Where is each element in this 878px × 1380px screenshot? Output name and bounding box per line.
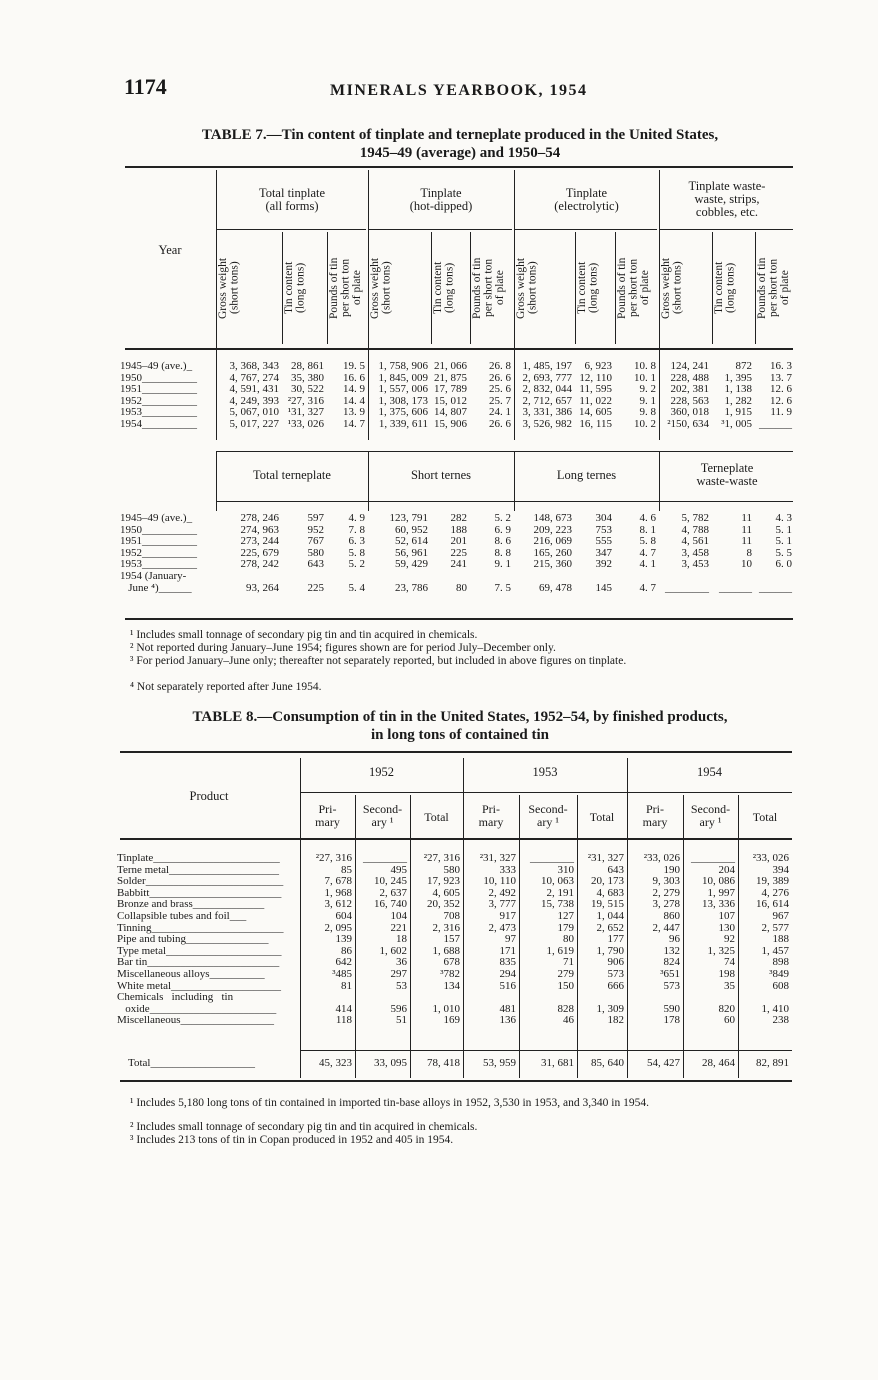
table8-year-underline — [300, 792, 792, 793]
table8-data-column: ²27, 316 580 17, 923 4, 605 20, 352 708 2, 316 157 1, 688 678 ³782 134 1, 010 169 — [423, 852, 460, 1027]
table7-data-column-bottom: 278, 246 274, 963 273, 244 225, 679 278, 242 93, 264 — [240, 512, 279, 594]
table8-subheader: Second- ary ¹ — [690, 802, 731, 829]
table8-total-cell: 85, 640 — [591, 1057, 624, 1069]
table7-footnote: ³ For period January–June only; thereafter not separately reported, but included in above figures on tinplate. — [130, 655, 627, 667]
table7-data-column: 16. 3 13. 7 12. 6 12. 6 11. 9 ______ — [759, 360, 792, 430]
table8-caption-line1: TABLE 8.—Consumption of tin in the United States, 1952–54, by finished products, — [192, 709, 728, 725]
table7-data-column: 1, 485, 197 2, 693, 777 2, 832, 044 2, 712, 657 3, 331, 386 3, 526, 982 — [522, 360, 572, 430]
table8-bottom-rule — [120, 1080, 792, 1082]
table8-subheader: Pri- mary — [315, 802, 340, 829]
table7-bottom-rule — [125, 618, 793, 620]
table8-total-cell: 33, 095 — [374, 1057, 407, 1069]
table8-product-column: Tinplate_______________________ Terne metal____________________ Solder_________________________ Babbitt________________________ Bronze and brass_____________ Collapsible tubes and foil___ Tinning________________________ Pipe and tubing_______________ Type metal_____________________ Bar tin________________________ Miscellaneous alloys__________ White metal____________________ Chemicals including tin oxide_______________________ Miscellaneous_________________ — [117, 852, 284, 1027]
table8-subheader: Second- ary ¹ — [528, 802, 568, 829]
table7-subheader: Pounds of tin per short ton of plate — [756, 257, 791, 319]
table8-data-column: ________ 204 10, 086 1, 997 13, 336 107 130 92 1, 325 74 198 35 820 60 — [691, 852, 735, 1027]
table8-total-cell: 28, 464 — [702, 1057, 735, 1069]
table7-subheader: Pounds of tin per short ton of plate — [471, 257, 506, 319]
table7-data-column-bottom: 5. 2 6. 9 8. 6 8. 8 9. 1 7. 5 — [494, 512, 511, 594]
table8-subheader: Total — [752, 810, 778, 824]
table8-data-column: ________ 310 10, 063 2, 191 15, 738 127 179 80 1, 619 71 279 150 828 46 — [530, 852, 574, 1027]
table8-caption — [120, 708, 800, 744]
table7-data-column-bottom: 4. 6 8. 1 5. 8 4. 7 4. 1 4. 7 — [639, 512, 656, 594]
table7-data-column-bottom: 4. 3 5. 1 5. 1 5. 5 6. 0 ______ — [759, 512, 792, 594]
table8-product-label: Product — [189, 789, 229, 803]
table7-data-column: 26. 8 26. 6 25. 6 25. 7 24. 1 26. 6 — [489, 360, 511, 430]
table7-caption-line1: TABLE 7.—Tin content of tinplate and terneplate produced in the United States, — [201, 127, 719, 143]
table8-caption-line2: in long tons of contained tin — [371, 727, 549, 743]
table7-data-column-bottom: 597 952 767 580 643 225 — [307, 512, 324, 594]
table7-data-column-bottom: 5, 782 4, 788 4, 561 3, 458 3, 453 ________ — [665, 512, 709, 594]
table7-subheader: Tin content (long tons) — [432, 261, 456, 315]
table8-data-column: ²31, 327 643 20, 173 4, 683 19, 515 1, 044 2, 652 177 1, 790 906 573 666 1, 309 182 — [587, 852, 624, 1027]
table7-data-column-bottom: 123, 791 60, 952 52, 614 56, 961 59, 429 23, 786 — [389, 512, 428, 594]
table8-total-rule — [300, 1050, 792, 1051]
table7-group-header: Total tinplate (all forms) — [258, 186, 326, 213]
table7-data-column-bottom: 304 753 555 347 392 145 — [595, 512, 612, 594]
table7-data-column: 3, 368, 343 4, 767, 274 4, 591, 431 4, 249, 393 5, 067, 010 5, 017, 227 — [229, 360, 279, 430]
table7-data-column: 28, 861 35, 380 30, 522 ²27, 316 ¹31, 327 ¹33, 026 — [287, 360, 324, 430]
table7-data-column: 6, 923 12, 110 11, 595 11, 022 14, 605 16, 115 — [579, 360, 612, 430]
table8-data-column: ²33, 026 190 9, 303 2, 279 3, 278 860 2, 447 96 132 824 ³651 573 590 178 — [643, 852, 680, 1027]
table7-subheader: Gross weight (short tons) — [515, 257, 539, 319]
table8-subheader: Pri- mary — [642, 802, 668, 829]
table7-mid-rule — [216, 451, 793, 452]
table7-group-header-bottom: Terneplate waste-waste — [696, 461, 758, 488]
table7-subheader: Tin content (long tons) — [283, 261, 307, 315]
table8-subheader: Pri- mary — [478, 802, 504, 829]
table7-header-rule — [125, 348, 793, 350]
table7-group-underline — [368, 229, 512, 230]
table8-total-cell: 54, 427 — [647, 1057, 680, 1069]
table7-year-column: 1945–49 (ave.)_ 1950__________ 1951__________ 1952__________ 1953__________ 1954__________ — [120, 360, 197, 430]
table7-data-column: 21, 066 21, 875 17, 789 15, 012 14, 807 15, 906 — [434, 360, 467, 430]
table8-year-header: 1954 — [697, 765, 722, 779]
table7-subheader: Pounds of tin per short ton of plate — [616, 257, 651, 319]
table7-group-header: Tinplate waste- waste, strips, cobbles, etc. — [688, 179, 766, 219]
table8-total-cell: 78, 418 — [427, 1057, 460, 1069]
table8-footnote: ¹ Includes 5,180 long tons of tin contained in imported tin-base alloys in 1952, 3,530 in 1953, and 3,340 in 1954. — [130, 1097, 649, 1109]
running-title: MINERALS YEARBOOK, 1954 — [330, 82, 588, 99]
table7-group-underline — [659, 229, 793, 230]
table8-total-cell: 82, 891 — [756, 1057, 789, 1069]
table7-data-column: 1, 758, 906 1, 845, 009 1, 557, 006 1, 308, 173 1, 375, 606 1, 339, 611 — [378, 360, 428, 430]
table7-caption-line2: 1945–49 (average) and 1950–54 — [359, 145, 561, 161]
table8-data-column: ²33, 026 394 19, 389 4, 276 16, 614 967 2, 577 188 1, 457 898 ³849 608 1, 410 238 — [752, 852, 789, 1027]
table8-data-column: ________ 495 10, 245 2, 637 16, 740 104 221 18 1, 602 36 297 53 596 51 — [363, 852, 407, 1027]
table7-caption — [120, 126, 800, 162]
table8-footnote: ³ Includes 213 tons of tin in Copan produced in 1952 and 405 in 1954. — [130, 1134, 454, 1146]
table7-subheader: Gross weight (short tons) — [660, 257, 684, 319]
table7-footnote: ⁴ Not separately reported after June 1954. — [130, 681, 322, 693]
table8-year-header: 1953 — [532, 765, 558, 779]
table7-subheader: Gross weight (short tons) — [369, 257, 393, 319]
table8-subheader: Total — [589, 810, 615, 824]
table7-year-label: Year — [158, 243, 182, 257]
table8-subheader: Total — [424, 810, 449, 824]
table7-group-header-bottom: Short ternes — [410, 468, 472, 482]
table8-header-rule — [120, 838, 792, 840]
table8-total-label: Total___________________ — [128, 1057, 255, 1069]
table7-data-column-bottom: 4. 9 7. 8 6. 3 5. 8 5. 2 5. 4 — [348, 512, 365, 594]
table7-group-underline — [216, 229, 366, 230]
table7-data-column-bottom: 282 188 201 225 241 80 — [450, 512, 467, 594]
table7-data-column-bottom: 11 11 11 8 10 ______ — [719, 512, 752, 594]
table8-data-column: ²31, 327 333 10, 110 2, 492 3, 777 917 2, 473 97 171 835 294 516 481 136 — [479, 852, 516, 1027]
table7-data-column: 10. 8 10. 1 9. 2 9. 1 9. 8 10. 2 — [634, 360, 656, 430]
table8-top-rule — [120, 751, 792, 753]
table8-total-cell: 31, 681 — [541, 1057, 574, 1069]
table8-total-cell: 53, 959 — [483, 1057, 516, 1069]
table7-data-column: 19. 5 16. 6 14. 9 14. 4 13. 9 14. 7 — [343, 360, 365, 430]
table8-subheader: Second- ary ¹ — [362, 802, 403, 829]
table7-group-underline — [514, 229, 657, 230]
table8-total-cell: 45, 323 — [319, 1057, 352, 1069]
table7-data-column: 124, 241 228, 488 202, 381 228, 563 360, 018 ²150, 634 — [667, 360, 709, 430]
page-number: 1174 — [124, 74, 167, 99]
table7-subheader: Tin content (long tons) — [576, 261, 600, 315]
table8-footnote: ² Includes small tonnage of secondary pig tin and tin acquired in chemicals. — [130, 1121, 478, 1133]
table8-year-header: 1952 — [369, 765, 394, 779]
table7-group-header: Tinplate (hot-dipped) — [409, 186, 473, 213]
table7-subheader: Tin content (long tons) — [713, 261, 737, 315]
table7-group-header-bottom: Long ternes — [556, 468, 617, 482]
table7-subheader: Gross weight (short tons) — [217, 257, 241, 319]
table7-footnote: ¹ Includes small tonnage of secondary pig tin and tin acquired in chemicals. — [130, 629, 478, 641]
table7-group-header-bottom: Total terneplate — [253, 468, 331, 482]
table7-group-header: Tinplate (electrolytic) — [554, 186, 619, 213]
table7-subheader: Pounds of tin per short ton of plate — [328, 257, 363, 319]
table7-top-rule — [125, 166, 793, 168]
table8-data-column: ²27, 316 85 7, 678 1, 968 3, 612 604 2, 095 139 86 642 ³485 81 414 118 — [315, 852, 352, 1027]
table7-data-column: 872 1, 395 1, 138 1, 282 1, 915 ³1, 005 — [721, 360, 752, 430]
table7-year-column-bottom: 1945–49 (ave.)_ 1950__________ 1951__________ 1952__________ 1953__________ 1954 (January- June ⁴)______ — [120, 512, 197, 594]
table7-data-column-bottom: 148, 673 209, 223 216, 069 165, 260 215, 360 69, 478 — [533, 512, 572, 594]
table7-footnote: ² Not reported during January–June 1954; figures shown are for period July–December only. — [130, 642, 556, 654]
table7-mid-rule-2 — [216, 501, 793, 502]
